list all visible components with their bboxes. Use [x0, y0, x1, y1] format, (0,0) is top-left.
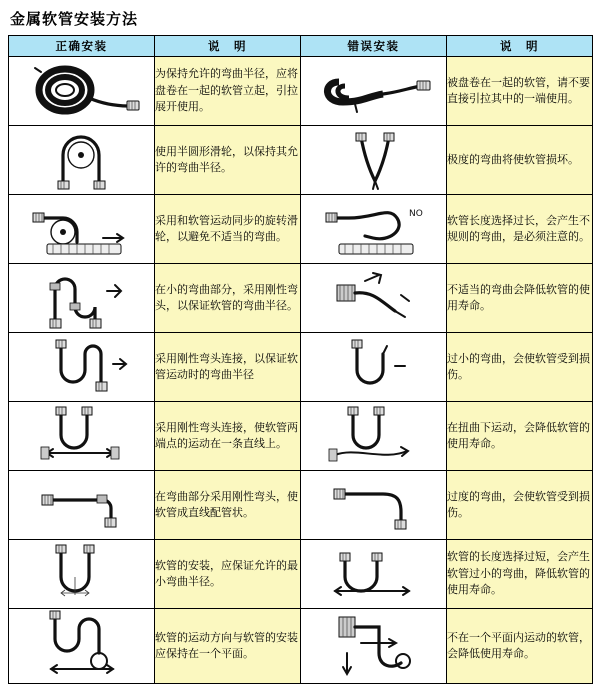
table-header-row [9, 36, 593, 57]
table-row [9, 402, 593, 471]
row-correct-description: 软管的安装，应保证允许的最小弯曲半径。 [155, 540, 301, 609]
min-bend-radius-install-icon [9, 540, 155, 609]
row-correct-description: 采用和软管运动同步的旋转滑轮，以避免不适当的弯曲。 [155, 195, 301, 264]
header-wrong-text: 说 明 [447, 36, 593, 57]
too-long-small-bend-icon [301, 540, 447, 609]
table-row [9, 540, 593, 609]
torsion-motion-icon [301, 402, 447, 471]
row-wrong-description: 不适当的弯曲会降低软管的使用寿命。 [447, 264, 593, 333]
wrong-label: NO [408, 209, 423, 219]
page-title: 金属软管安装方法 [10, 10, 139, 28]
row-correct-description: 软管的运动方向与软管的安装应保持在一个平面。 [155, 609, 301, 684]
row-correct-description: 采用刚性弯头连接，以保证软管运动时的弯曲半径 [155, 333, 301, 402]
table-row [9, 195, 593, 264]
coiled-hose-pulled-icon [301, 57, 447, 126]
sharp-bend-icon [301, 126, 447, 195]
same-plane-motion-icon [9, 609, 155, 684]
header-correct-image: 正确安装 [9, 36, 155, 57]
row-wrong-description: 被盘卷在一起的软管，请不要直接引拉其中的一端使用。 [447, 57, 593, 126]
row-wrong-description: 软管长度选择过长，会产生不规则的弯曲，是必须注意的。 [447, 195, 593, 264]
row-correct-description: 在弯曲部分采用刚性弯头，使软管成直线配管状。 [155, 471, 301, 540]
row-wrong-description: 过度的弯曲，会使软管受到损伤。 [447, 471, 593, 540]
row-correct-description: 使用半圆形滑轮，以保持其允许的弯曲半径。 [155, 126, 301, 195]
table-row [9, 471, 593, 540]
coiled-hose-standing-icon [9, 57, 155, 126]
row-wrong-description: 在扭曲下运动，会降低软管的使用寿命。 [447, 402, 593, 471]
table-row [9, 333, 593, 402]
header-wrong-image: 错误安装 [301, 36, 447, 57]
too-small-bend-damage-icon [301, 333, 447, 402]
hose-installation-table [8, 35, 593, 684]
row-correct-description: 采用刚性弯头连接，使软管两端点的运动在一条直线上。 [155, 402, 301, 471]
out-of-plane-motion-icon [301, 609, 447, 684]
straight-pipe-rigid-elbow-icon [9, 471, 155, 540]
excess-length-irregular-bend-icon [301, 195, 447, 264]
table-row [9, 264, 593, 333]
rigid-bend-small-radius-icon [9, 264, 155, 333]
table-row [9, 126, 593, 195]
improper-bend-shortens-life-icon [301, 264, 447, 333]
table-row [9, 609, 593, 684]
synchronized-rotating-pulley-icon [9, 195, 155, 264]
row-correct-description: 在小的弯曲部分，采用刚性弯头，以保证软管的弯曲半径。 [155, 264, 301, 333]
row-wrong-description: 不在一个平面内运动的软管，会降低使用寿命。 [447, 609, 593, 684]
header-correct-text: 说 明 [155, 36, 301, 57]
rigid-elbow-connection-icon [9, 333, 155, 402]
row-wrong-description: 软管的长度选择过短，会产生软管过小的弯曲，降低软管的使用寿命。 [447, 540, 593, 609]
row-correct-description: 为保持允许的弯曲半径，应将盘卷在一起的软管立起，引拉展开使用。 [155, 57, 301, 126]
rigid-elbow-straight-line-icon [9, 402, 155, 471]
semicircle-pulley-icon [9, 126, 155, 195]
table-row [9, 57, 593, 126]
row-wrong-description: 极度的弯曲将使软管损坏。 [447, 126, 593, 195]
row-wrong-description: 过小的弯曲，会使软管受到损伤。 [447, 333, 593, 402]
over-bending-damage-icon [301, 471, 447, 540]
